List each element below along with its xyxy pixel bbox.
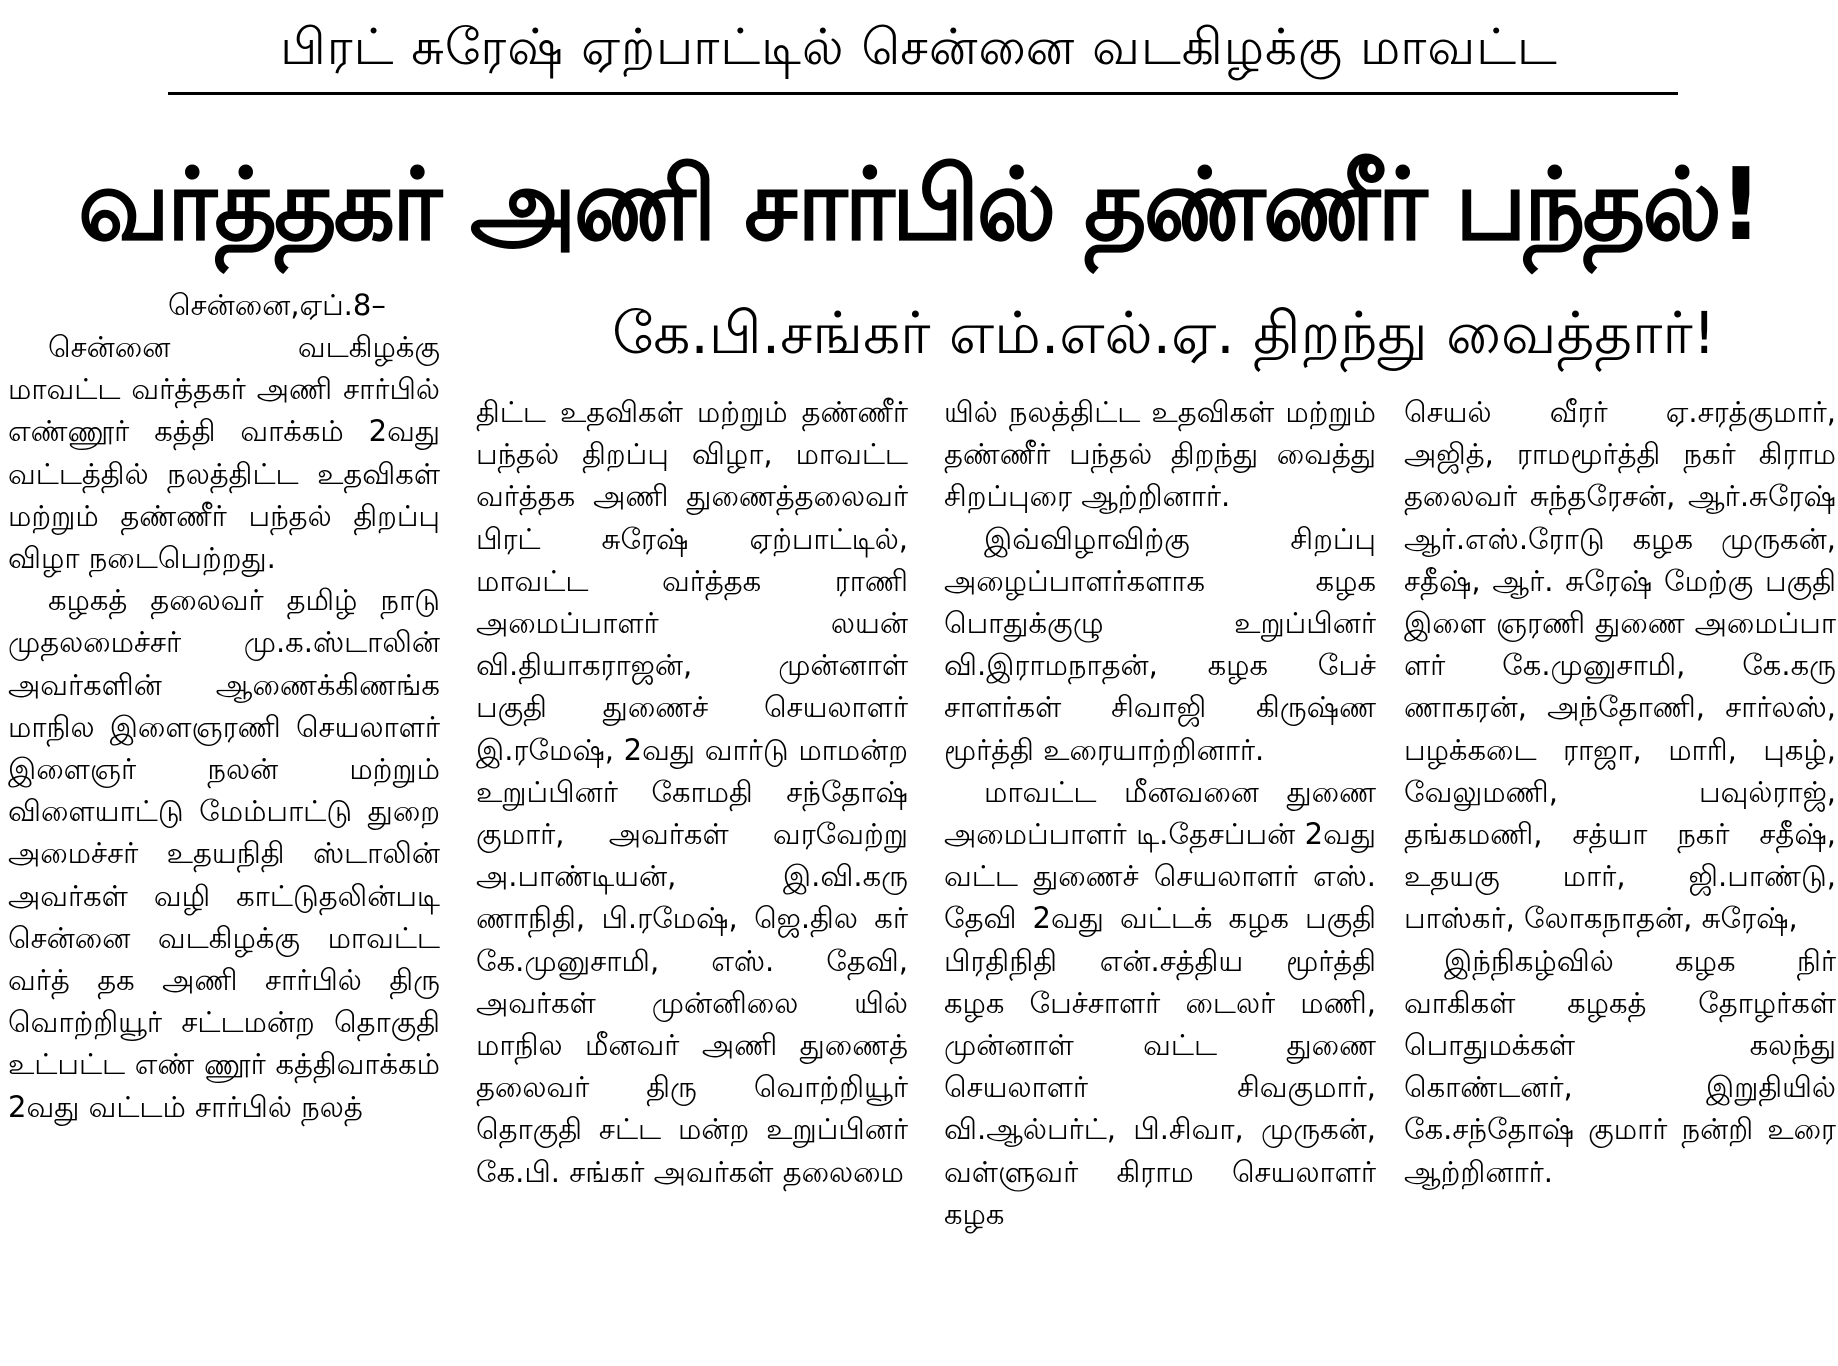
paragraph: செயல் வீரர் ஏ.சரத்குமார், அஜித், ராமமூர்த்தி நகர் கிராம தலைவர் சுந்தரேசன், ஆர்.சுரேஷ் ஆர்.எஸ்.ரோடு கழக முருகன், சதீஷ், ஆர். சுரேஷ் மேற்கு பகுதி இளை ஞரணி துணை அமைப்பா ளர் கே.முனுசாமி, கே.கரு ணாகரன், அந்தோணி, சார்லஸ், பழக்கடை ராஜா, மாரி, புகழ், வேலுமணி, பவுல்ராஜ், தங்கமணி, சத்யா நகர் சதீஷ், உதயகு மார், ஜி.பாண்டு, பாஸ்கர், லோகநாதன், சுரேஷ், xyxy=(1404,395,1836,936)
paragraph: இந்நிகழ்வில் கழக நிர் வாகிகள் கழகத் தோழர்கள் பொதுமக்கள் கலந்து கொண்டனர், இறுதியில் கே.சந்தோஷ் குமார் நன்றி உரை ஆற்றினார். xyxy=(1404,943,1836,1189)
paragraph: கழகத் தலைவர் தமிழ் நாடு முதலமைச்சர் மு.க.ஸ்டாலின் அவர்களின் ஆணைக்கிணங்க மாநில இளைஞரணி செயலாளர் இளைஞர் நலன் மற்றும் விளையாட்டு மேம்பாட்டு துறை அமைச்சர் உதயநிதி ஸ்டாலின் அவர்கள் வழி காட்டுதலின்படி சென்னை வடகிழக்கு மாவட்ட வர்த் தக அணி சார்பில் திரு வொற்றியூர் சட்டமன்ற தொகுதி உட்பட்ட எண் ணூர் கத்திவாக்கம் 2வது வட்டம் சார்பில் நலத் xyxy=(8,583,440,1124)
headline: வர்த்தகர் அணி சார்பில் தண்ணீர் பந்தல்! xyxy=(78,146,1760,263)
article-column-4 xyxy=(1404,391,1836,1193)
paragraph: இவ்விழாவிற்கு சிறப்பு அழைப்பாளர்களாக கழக பொதுக்குழு உறுப்பினர் வி.இராமநாதன், கழக பேச் சாளர்கள் சிவாஜி கிருஷ்ண மூர்த்தி உரையாற்றினார். xyxy=(944,521,1376,767)
kicker-divider xyxy=(168,92,1678,95)
paragraph: மாவட்ட மீனவனை துணை அமைப்பாளர் டி.தேசப்பன் 2வது வட்ட துணைச் செயலாளர் எஸ். தேவி 2வது வட்டக் கழக பகுதி பிரதிநிதி என்.சத்திய மூர்த்தி கழக பேச்சாளர் டைலர் மணி, முன்னாள் வட்ட துணை செயலாளர் சிவகுமார், வி.ஆல்பர்ட், பி.சிவா, முருகன், வள்ளுவர் கிராம செயலாளர் கழக xyxy=(944,774,1376,1231)
dateline: சென்னை,ஏப்.8– xyxy=(168,288,386,322)
article-column-2 xyxy=(476,391,908,1193)
article-column-1 xyxy=(8,326,440,1128)
paragraph: சென்னை வடகிழக்கு மாவட்ட வர்த்தகர் அணி சார்பில் எண்ணூர் கத்தி வாக்கம் 2வது வட்டத்தில் நலத்திட்ட உதவிகள் மற்றும் தண்ணீர் பந்தல் திறப்பு விழா நடைபெற்றது. xyxy=(8,330,440,576)
kicker-line: பிரட் சுரேஷ் ஏற்பாட்டில் சென்னை வடகிழக்கு மாவட்ட xyxy=(280,18,1558,76)
subheadline: கே.பி.சங்கர் எம்.எல்.ஏ. திறந்து வைத்தார்! xyxy=(612,299,1716,367)
article-column-3 xyxy=(944,391,1376,1235)
paragraph: திட்ட உதவிகள் மற்றும் தண்ணீர் பந்தல் திறப்பு விழா, மாவட்ட வர்த்தக அணி துணைத்தலைவர் பிரட் சுரேஷ் ஏற்பாட்டில், மாவட்ட வர்த்தக ராணி அமைப்பாளர் லயன் வி.தியாகராஜன், முன்னாள் பகுதி துணைச் செயலாளர் இ.ரமேஷ், 2வது வார்டு மாமன்ற உறுப்பினர் கோமதி சந்தோஷ் குமார், அவர்கள் வரவேற்று அ.பாண்டியன், இ.வி.கரு ணாநிதி, பி.ரமேஷ், ஜெ.தில கர் கே.முனுசாமி, எஸ். தேவி, அவர்கள் முன்னிலை யில் மாநில மீனவர் அணி துணைத் தலைவர் திரு வொற்றியூர் தொகுதி சட்ட மன்ற உறுப்பினர் கே.பி. சங்கர் அவர்கள் தலைமை xyxy=(476,395,908,1189)
paragraph: யில் நலத்திட்ட உதவிகள் மற்றும் தண்ணீர் பந்தல் திறந்து வைத்து சிறப்புரை ஆற்றினார். xyxy=(944,395,1376,514)
